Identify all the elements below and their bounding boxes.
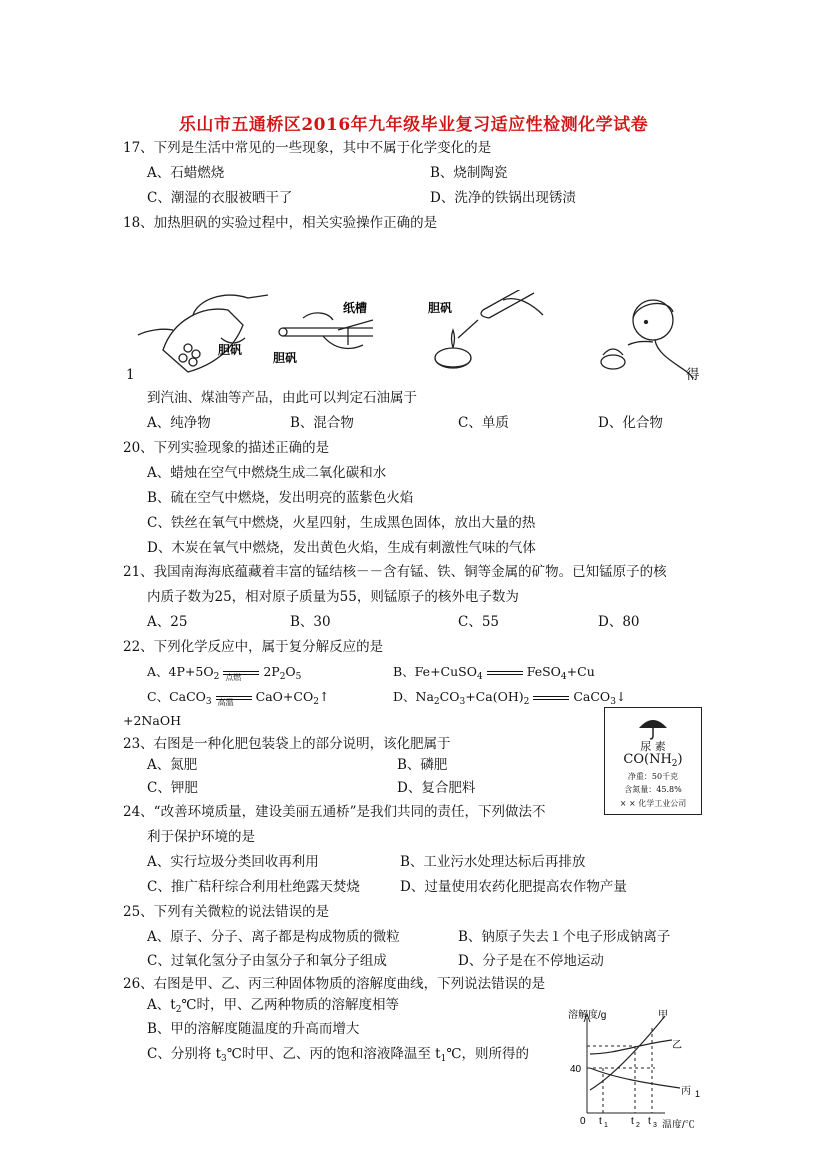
q17-stem: 17、下列是生活中常见的一些现象，其中不属于化学变化的是 bbox=[123, 140, 492, 156]
q24-option-c: C、推广秸秆综合利用杜绝露天焚烧 bbox=[147, 879, 360, 895]
q21-stem: 21、我国南海海底蕴藏着丰富的锰结核－－含有锰、铁、铜等金属的矿物。已知锰原子的核 bbox=[123, 564, 667, 580]
q19-option-c: C、单质 bbox=[458, 415, 509, 431]
q21-option-d: D、80 bbox=[598, 614, 640, 630]
q18-experiment-figures bbox=[133, 290, 693, 385]
q21-option-c: C、55 bbox=[458, 614, 500, 630]
q17-option-c: C、潮湿的衣服被晒干了 bbox=[147, 190, 293, 206]
graph-t1: t bbox=[599, 1116, 602, 1127]
svg-text:2: 2 bbox=[636, 1122, 640, 1128]
q25-option-c: C、过氧化氢分子由氢分子和氧分子组成 bbox=[147, 953, 387, 969]
graph-label-jia: 甲 bbox=[658, 1010, 668, 1021]
q20-option-d: D、木炭在氧气中燃烧，发出黄色火焰，生成有刺激性气味的气体 bbox=[147, 540, 536, 556]
q22-a-condition: 点燃 bbox=[225, 672, 242, 682]
graph-y40: 40 bbox=[570, 1064, 582, 1075]
q17-option-a: A、石蜡燃烧 bbox=[147, 165, 225, 181]
q25-option-d: D、分子是在不停地运动 bbox=[458, 953, 604, 969]
graph-t3: t bbox=[648, 1116, 651, 1127]
q24-stem: 24、“改善环境质量，建设美丽五通桥”是我们共同的责任，下列做法不 bbox=[123, 804, 546, 820]
q22-option-c: C、CaCO$_3$ $^{高温}$ $CaO+CO_2↑$ bbox=[147, 689, 330, 707]
q19-option-b: B、混合物 bbox=[290, 415, 354, 431]
q19-option-a: A、纯净物 bbox=[147, 415, 211, 431]
fertilizer-nitrogen: 含氮量：45.8% bbox=[624, 785, 682, 794]
q23-stem: 23、右图是一种化肥包装袋上的部分说明，该化肥属于 bbox=[123, 736, 451, 752]
q18-label-3: 纸槽 bbox=[343, 301, 368, 315]
q22-option-a: A、$4P+5O_2$ $^{点燃}$ $2P_2O_5$ bbox=[147, 664, 302, 682]
graph-origin: 0 bbox=[580, 1116, 586, 1127]
q26-option-c: C、分别将 $t_3℃$时甲、乙、丙的饱和溶液降温至 $t_1℃$，则所得的 bbox=[147, 1046, 529, 1064]
q23-option-b: B、磷肥 bbox=[397, 757, 448, 773]
q24-option-b: B、工业污水处理达标后再排放 bbox=[400, 854, 586, 870]
q23-option-a: A、氮肥 bbox=[147, 757, 198, 773]
graph-t2: t bbox=[631, 1116, 634, 1127]
q21-cont: 内质子数为25，相对原子质量为55，则锰原子的核外电子数为 bbox=[147, 589, 519, 605]
q18-stem: 18、加热胆矾的实验过程中，相关实验操作正确的是 bbox=[123, 215, 438, 231]
q24-option-a: A、实行垃圾分类回收再利用 bbox=[147, 854, 319, 870]
q22-option-d: D、$Na_2CO_3+Ca(OH)_2$ CaCO$_3$↓ bbox=[393, 689, 627, 707]
q18-figure-svg bbox=[133, 290, 693, 385]
graph-ylabel: 溶解度/g bbox=[568, 1010, 607, 1021]
page-title: 乐山市五通桥区2016年九年级毕业复习适应性检测化学试卷 bbox=[178, 115, 649, 135]
q22-stem: 22、下列化学反应中，属于复分解反应的是 bbox=[123, 639, 384, 655]
q26-option-b: B、甲的溶解度随温度的升高而增大 bbox=[147, 1021, 360, 1037]
q22-tail: +2NaOH bbox=[123, 713, 181, 728]
q26-stem: 26、右图是甲、乙、丙三种固体物质的溶解度曲线，下列说法错误的是 bbox=[123, 976, 546, 992]
fertilizer-weight: 净重：50千克 bbox=[627, 772, 679, 781]
q23-option-d: D、复合肥料 bbox=[397, 780, 476, 796]
solubility-curve-graph bbox=[560, 1008, 710, 1128]
q19-cont: 到汽油、煤油等产品，由此可以判定石油属于 bbox=[147, 390, 417, 406]
q20-option-b: B、硫在空气中燃烧，发出明亮的蓝紫色火焰 bbox=[147, 490, 414, 506]
fertilizer-formula: $CO(NH_2)$ bbox=[623, 752, 683, 769]
q18-right-fragment: 得 bbox=[686, 367, 700, 383]
q24-option-d: D、过量使用农药化肥提高农作物产量 bbox=[400, 879, 627, 895]
q22-option-b: B、Fe+CuSO$_4$ FeSO$_4$+Cu bbox=[393, 664, 595, 682]
graph-xlabel: 温度/℃ bbox=[662, 1120, 695, 1128]
q19-option-d: D、化合物 bbox=[598, 415, 663, 431]
q26-option-a: A、$t_2℃$时，甲、乙两种物质的溶解度相等 bbox=[147, 997, 400, 1015]
q17-option-d: D、洗净的铁锅出现锈渍 bbox=[430, 190, 576, 206]
graph-label-bing: 丙 bbox=[681, 1086, 691, 1097]
q24-cont: 利于保护环境的是 bbox=[147, 829, 255, 845]
q17-option-b: B、烧制陶瓷 bbox=[430, 165, 508, 181]
fertilizer-name: 尿 素 bbox=[640, 740, 666, 753]
svg-text:1: 1 bbox=[695, 1089, 701, 1099]
q25-option-a: A、原子、分子、离子都是构成物质的微粒 bbox=[147, 929, 400, 945]
q20-option-c: C、铁丝在氧气中燃烧，火星四射，生成黑色固体，放出大量的热 bbox=[147, 515, 536, 531]
q20-option-a: A、蜡烛在空气中燃烧生成二氧化碳和水 bbox=[147, 465, 387, 481]
q18-left-fragment: 1 bbox=[126, 367, 135, 383]
solubility-curve-svg bbox=[560, 1008, 710, 1128]
fertilizer-label-box bbox=[604, 707, 702, 815]
q20-stem: 20、下列实验现象的描述正确的是 bbox=[123, 440, 330, 456]
q21-option-a: A、25 bbox=[147, 614, 188, 630]
graph-label-yi: 乙 bbox=[672, 1040, 682, 1051]
q18-label-2: 胆矾 bbox=[273, 351, 298, 365]
umbrella-icon bbox=[605, 710, 701, 740]
q25-option-b: B、钠原子失去１个电子形成钠离子 bbox=[458, 929, 671, 945]
q18-label-1: 胆矾 bbox=[218, 343, 243, 357]
q25-stem: 25、下列有关微粒的说法错误的是 bbox=[123, 904, 330, 920]
svg-text:1: 1 bbox=[604, 1122, 608, 1128]
svg-text:3: 3 bbox=[653, 1122, 657, 1128]
fertilizer-company: × × 化学工业公司 bbox=[619, 799, 687, 808]
q22-c-condition: 高温 bbox=[217, 697, 234, 707]
q23-option-c: C、钾肥 bbox=[147, 780, 198, 796]
q18-label-4: 胆矾 bbox=[428, 301, 453, 315]
curve-yi bbox=[590, 1040, 672, 1054]
q21-option-b: B、30 bbox=[290, 614, 331, 630]
